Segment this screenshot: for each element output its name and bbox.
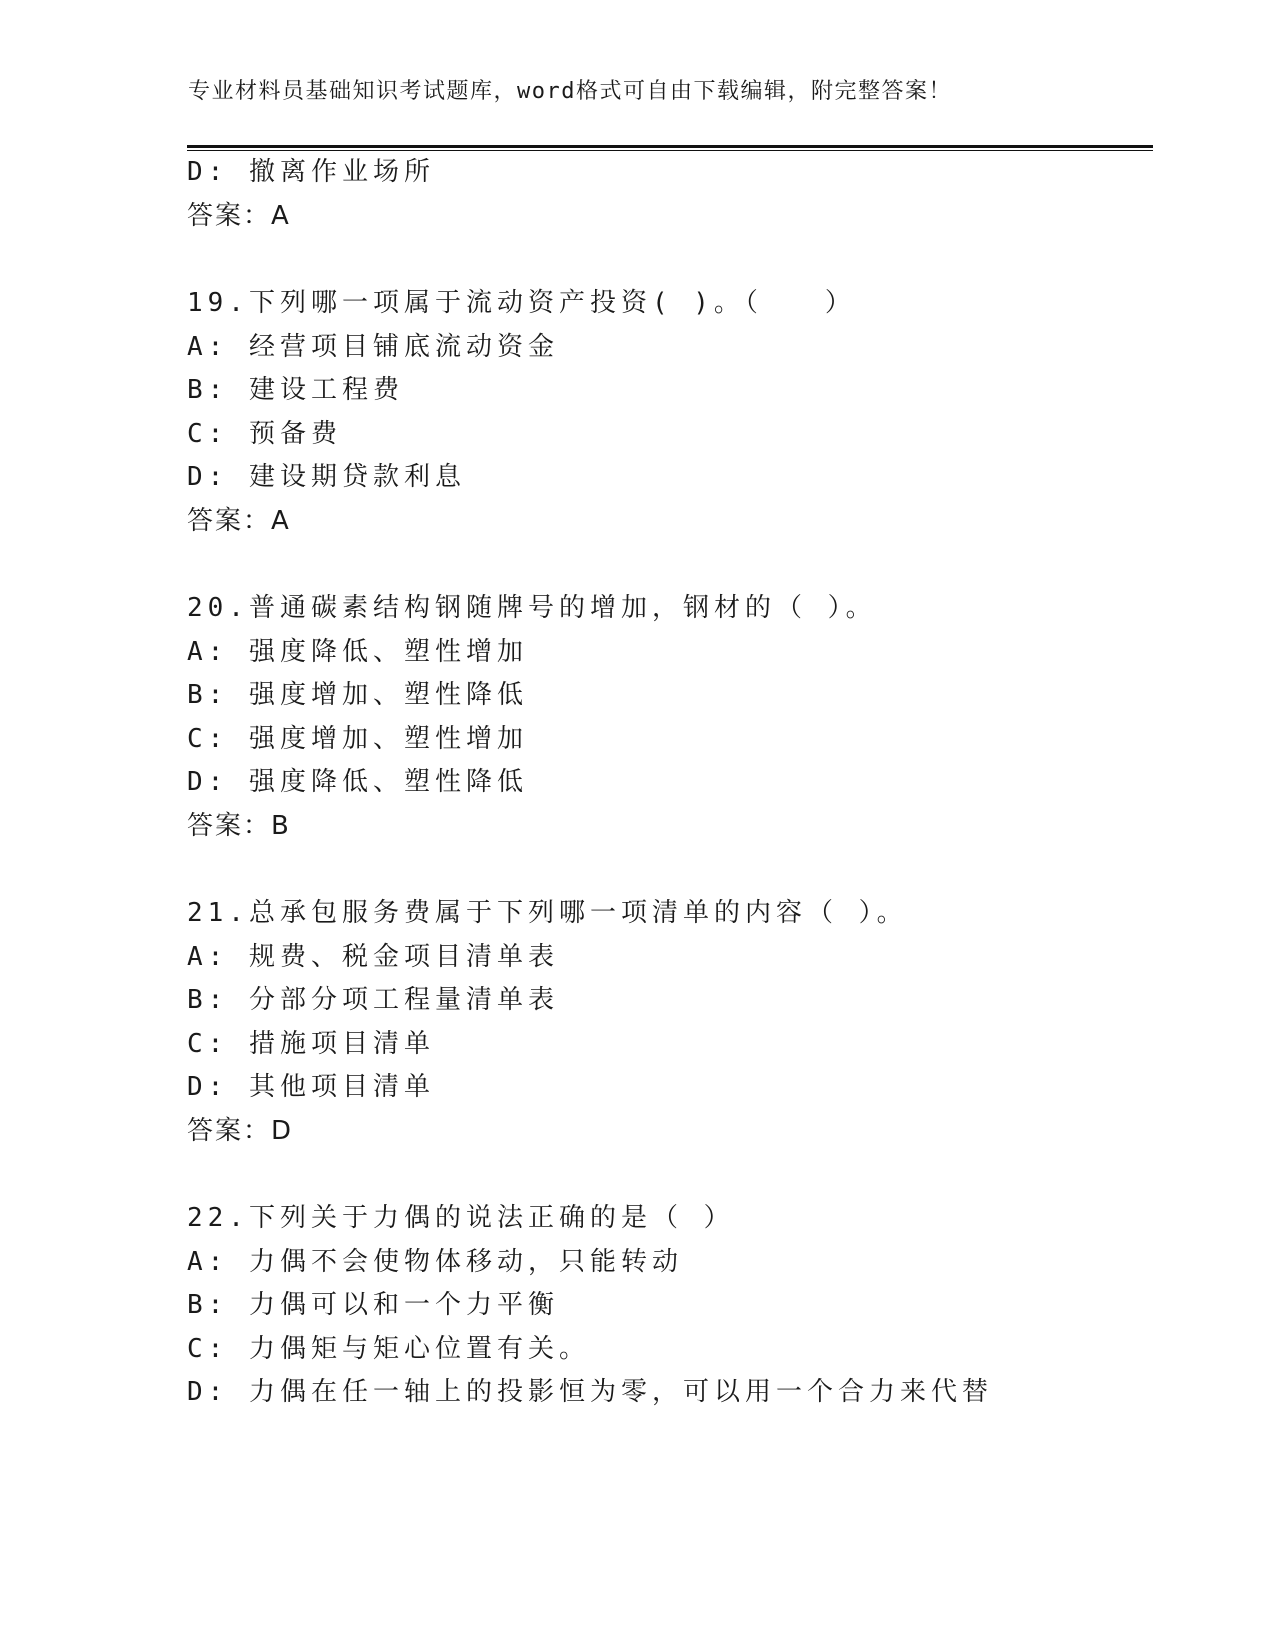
answer-line: 答案：B [187, 811, 291, 841]
option-d: D: 撤离作业场所 [187, 157, 435, 187]
answer-line: 答案：A [187, 506, 291, 536]
answer-line: 答案：D [187, 1116, 294, 1146]
option-b: B: 分部分项工程量清单表 [187, 985, 559, 1015]
option-d: D: 建设期贷款利息 [187, 462, 466, 492]
answer-line: 答案：A [187, 201, 291, 231]
option-c: C: 强度增加、塑性增加 [187, 724, 528, 754]
question-stem: 20.普通碳素结构钢随牌号的增加，钢材的（ ）。 [187, 593, 877, 623]
option-a: A: 规费、税金项目清单表 [187, 942, 559, 972]
option-c: C: 措施项目清单 [187, 1029, 435, 1059]
header-divider [187, 145, 1153, 148]
header-divider-thin [187, 150, 1153, 151]
option-b: B: 建设工程费 [187, 375, 404, 405]
option-a: A: 强度降低、塑性增加 [187, 637, 528, 667]
option-b: B: 力偶可以和一个力平衡 [187, 1290, 559, 1320]
option-d: D: 力偶在任一轴上的投影恒为零，可以用一个合力来代替 [187, 1377, 993, 1407]
question-stem: 21.总承包服务费属于下列哪一项清单的内容（ ）。 [187, 898, 908, 928]
option-d: D: 强度降低、塑性降低 [187, 767, 528, 797]
option-d: D: 其他项目清单 [187, 1072, 435, 1102]
option-c: C: 力偶矩与矩心位置有关。 [187, 1334, 590, 1364]
option-c: C: 预备费 [187, 419, 342, 449]
option-a: A: 经营项目铺底流动资金 [187, 332, 559, 362]
option-a: A: 力偶不会使物体移动，只能转动 [187, 1247, 683, 1277]
question-stem: 22.下列关于力偶的说法正确的是（ ） [187, 1203, 735, 1233]
page-header: 专业材料员基础知识考试题库，word格式可自由下载编辑，附完整答案！ [188, 79, 952, 104]
question-stem: 19.下列哪一项属于流动资产投资( )。（ ） [187, 288, 856, 318]
option-b: B: 强度增加、塑性降低 [187, 680, 528, 710]
